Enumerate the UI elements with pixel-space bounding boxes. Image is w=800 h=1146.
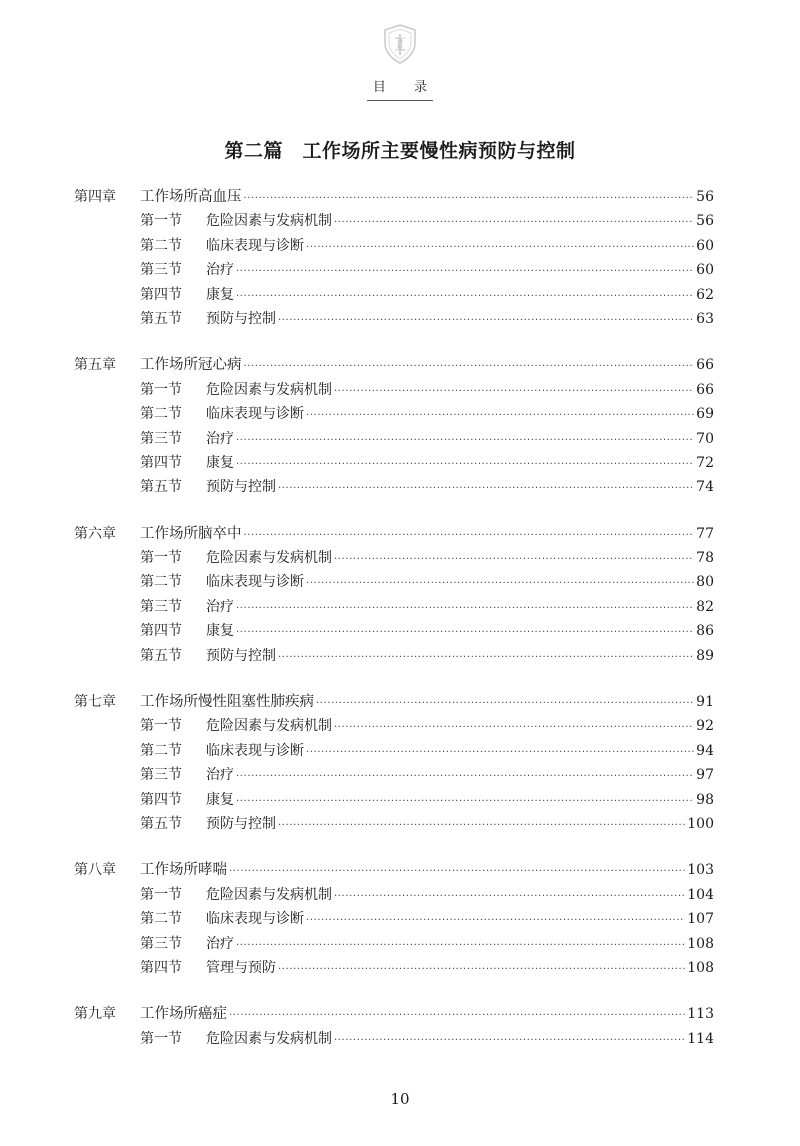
dot-leader — [278, 814, 685, 838]
section-entry-number: 第二节 — [140, 237, 182, 254]
chapter-entry-title: 工作场所脑卒中 — [140, 525, 242, 542]
section-entry[interactable] — [74, 788, 714, 812]
section-entry-number: 第五节 — [140, 310, 182, 327]
section-entry-page: 114 — [687, 1030, 714, 1047]
section-entry-title: 危险因素与发病机制 — [206, 381, 332, 398]
chapter-entry[interactable] — [74, 185, 714, 209]
section-entry[interactable] — [74, 763, 714, 787]
part-title: 第二篇 工作场所主要慢性病预防与控制 — [224, 140, 576, 162]
dot-leader — [236, 790, 694, 814]
section-entry[interactable] — [74, 258, 714, 282]
chapter-entry[interactable] — [74, 1002, 714, 1026]
dot-leader — [306, 236, 694, 260]
section-entry-title: 危险因素与发病机制 — [206, 718, 332, 735]
section-entry-title: 危险因素与发病机制 — [206, 213, 332, 230]
section-entry-title: 临床表现与诊断 — [206, 911, 304, 928]
section-entry-number: 第四节 — [140, 286, 182, 303]
dot-leader — [334, 1029, 685, 1053]
section-entry-number: 第五节 — [140, 815, 182, 832]
section-entry[interactable] — [74, 1027, 714, 1051]
section-entry[interactable] — [74, 570, 714, 594]
section-entry-title: 预防与控制 — [206, 647, 276, 664]
chapter-entry[interactable] — [74, 522, 714, 546]
section-entry-number: 第四节 — [140, 623, 182, 640]
dot-leader — [306, 909, 685, 933]
chapter-entry-page: 113 — [687, 1006, 714, 1023]
dot-leader — [236, 597, 694, 621]
section-entry-number: 第二节 — [140, 406, 182, 423]
chapter-entry-page: 77 — [696, 525, 714, 542]
chapter-entry-title: 工作场所癌症 — [140, 1006, 227, 1023]
section-entry[interactable] — [74, 644, 714, 668]
section-entry[interactable] — [74, 595, 714, 619]
section-entry-page: 97 — [696, 767, 714, 784]
section-entry-number: 第一节 — [140, 550, 182, 567]
section-entry[interactable] — [74, 307, 714, 331]
dot-leader — [334, 885, 685, 909]
dot-leader — [306, 404, 694, 428]
section-entry-title: 临床表现与诊断 — [206, 237, 304, 254]
section-entry-title: 康复 — [206, 286, 234, 303]
section-entry[interactable] — [74, 402, 714, 426]
section-entry[interactable] — [74, 378, 714, 402]
section-entry-number: 第一节 — [140, 886, 182, 903]
chapter-entry-number: 第四章 — [74, 189, 116, 205]
dot-leader — [236, 934, 685, 958]
section-entry-page: 108 — [687, 935, 714, 952]
section-entry-page: 78 — [696, 550, 714, 567]
section-entry-title: 治疗 — [206, 430, 234, 447]
section-entry[interactable] — [74, 619, 714, 643]
section-entry-title: 危险因素与发病机制 — [206, 1030, 332, 1047]
section-entry-page: 94 — [696, 742, 714, 759]
chapter-entry-title: 工作场所慢性阻塞性肺疾病 — [140, 694, 314, 711]
section-entry-title: 治疗 — [206, 598, 234, 615]
dot-leader — [236, 453, 694, 477]
dot-leader — [334, 548, 694, 572]
section-entry-page: 98 — [696, 791, 714, 808]
chapter-block — [74, 858, 714, 980]
section-entry[interactable] — [74, 956, 714, 980]
section-entry-number: 第五节 — [140, 479, 182, 496]
section-entry[interactable] — [74, 209, 714, 233]
section-entry-number: 第三节 — [140, 430, 182, 447]
section-entry-number: 第二节 — [140, 574, 182, 591]
section-entry-page: 60 — [696, 262, 714, 279]
section-entry-page: 82 — [696, 598, 714, 615]
section-entry-page: 74 — [696, 479, 714, 496]
chapter-entry-page: 91 — [696, 694, 714, 711]
section-entry-page: 100 — [687, 815, 714, 832]
section-entry-number: 第二节 — [140, 911, 182, 928]
section-entry[interactable] — [74, 451, 714, 475]
section-entry-title: 康复 — [206, 623, 234, 640]
chapter-block — [74, 522, 714, 668]
section-entry-number: 第三节 — [140, 935, 182, 952]
dot-leader — [334, 716, 694, 740]
dot-leader — [236, 621, 694, 645]
section-entry-page: 80 — [696, 574, 714, 591]
section-entry[interactable] — [74, 546, 714, 570]
section-entry-page: 69 — [696, 406, 714, 423]
section-entry-number: 第四节 — [140, 959, 182, 976]
section-entry[interactable] — [74, 283, 714, 307]
dot-leader — [244, 524, 695, 548]
chapter-entry-page: 103 — [687, 862, 714, 879]
section-entry-page: 72 — [696, 454, 714, 471]
section-entry[interactable] — [74, 739, 714, 763]
section-entry-number: 第二节 — [140, 742, 182, 759]
header-rule — [367, 100, 433, 101]
dot-leader — [278, 309, 694, 333]
dot-leader — [278, 646, 694, 670]
section-entry-title: 临床表现与诊断 — [206, 574, 304, 591]
section-entry-number: 第一节 — [140, 213, 182, 230]
table-of-contents — [74, 185, 714, 1073]
dot-leader — [306, 572, 694, 596]
chapter-entry-title: 工作场所高血压 — [140, 189, 242, 205]
shield-emblem-icon — [378, 22, 422, 66]
section-entry-page: 70 — [696, 430, 714, 447]
section-entry-number: 第四节 — [140, 454, 182, 471]
section-entry-title: 管理与预防 — [206, 959, 276, 976]
chapter-block — [74, 185, 714, 331]
section-entry-title: 预防与控制 — [206, 310, 276, 327]
section-entry-title: 危险因素与发病机制 — [206, 550, 332, 567]
section-entry-number: 第一节 — [140, 718, 182, 735]
dot-leader — [306, 741, 694, 765]
dot-leader — [334, 380, 694, 404]
dot-leader — [229, 860, 685, 884]
chapter-entry-number: 第六章 — [74, 525, 116, 542]
dot-leader — [278, 477, 694, 501]
section-entry-page: 66 — [696, 381, 714, 398]
chapter-block — [74, 353, 714, 499]
section-entry-title: 临床表现与诊断 — [206, 742, 304, 759]
dot-leader — [334, 211, 694, 235]
section-entry-title: 预防与控制 — [206, 815, 276, 832]
chapter-entry-number: 第九章 — [74, 1006, 116, 1023]
section-entry-page: 63 — [696, 310, 714, 327]
section-entry-page: 104 — [687, 886, 714, 903]
chapter-entry-number: 第八章 — [74, 862, 116, 879]
dot-leader — [316, 692, 694, 716]
dot-leader — [236, 765, 694, 789]
section-entry[interactable] — [74, 907, 714, 931]
section-entry-page: 92 — [696, 718, 714, 735]
dot-leader — [244, 355, 695, 379]
section-entry[interactable] — [74, 812, 714, 836]
section-entry-title: 治疗 — [206, 262, 234, 279]
section-entry-page: 60 — [696, 237, 714, 254]
chapter-entry-number: 第七章 — [74, 694, 116, 711]
section-entry[interactable] — [74, 427, 714, 451]
chapter-block — [74, 690, 714, 836]
section-entry-title: 危险因素与发病机制 — [206, 886, 332, 903]
chapter-entry-page: 66 — [696, 357, 714, 374]
chapter-entry[interactable] — [74, 858, 714, 882]
section-entry-page: 62 — [696, 286, 714, 303]
chapter-entry[interactable] — [74, 353, 714, 377]
header-title: 目 录 — [372, 80, 440, 95]
chapter-block — [74, 1002, 714, 1051]
chapter-entry-title: 工作场所冠心病 — [140, 357, 242, 374]
section-entry[interactable] — [74, 234, 714, 258]
section-entry-page: 86 — [696, 623, 714, 640]
section-entry-title: 康复 — [206, 454, 234, 471]
dot-leader — [236, 260, 694, 284]
section-entry[interactable] — [74, 883, 714, 907]
dot-leader — [229, 1004, 685, 1028]
running-header — [0, 22, 800, 101]
chapter-entry-page: 56 — [696, 189, 714, 205]
section-entry-number: 第三节 — [140, 262, 182, 279]
section-entry-number: 第五节 — [140, 647, 182, 664]
page-number: 10 — [390, 1090, 410, 1108]
section-entry-title: 临床表现与诊断 — [206, 406, 304, 423]
dot-leader — [236, 429, 694, 453]
section-entry-number: 第三节 — [140, 767, 182, 784]
section-entry-title: 治疗 — [206, 935, 234, 952]
dot-leader — [236, 285, 694, 309]
section-entry-title: 预防与控制 — [206, 479, 276, 496]
section-entry-number: 第四节 — [140, 791, 182, 808]
section-entry[interactable] — [74, 475, 714, 499]
chapter-entry-title: 工作场所哮喘 — [140, 862, 227, 879]
chapter-entry[interactable] — [74, 690, 714, 714]
dot-leader — [278, 958, 685, 982]
section-entry-title: 治疗 — [206, 767, 234, 784]
section-entry-page: 89 — [696, 647, 714, 664]
section-entry-page: 107 — [687, 911, 714, 928]
section-entry-number: 第一节 — [140, 1030, 182, 1047]
section-entry-title: 康复 — [206, 791, 234, 808]
section-entry-number: 第一节 — [140, 381, 182, 398]
section-entry-number: 第三节 — [140, 598, 182, 615]
section-entry[interactable] — [74, 932, 714, 956]
section-entry-page: 56 — [696, 213, 714, 230]
section-entry-page: 108 — [687, 959, 714, 976]
chapter-entry-number: 第五章 — [74, 357, 116, 374]
section-entry[interactable] — [74, 714, 714, 738]
dot-leader — [244, 187, 695, 211]
